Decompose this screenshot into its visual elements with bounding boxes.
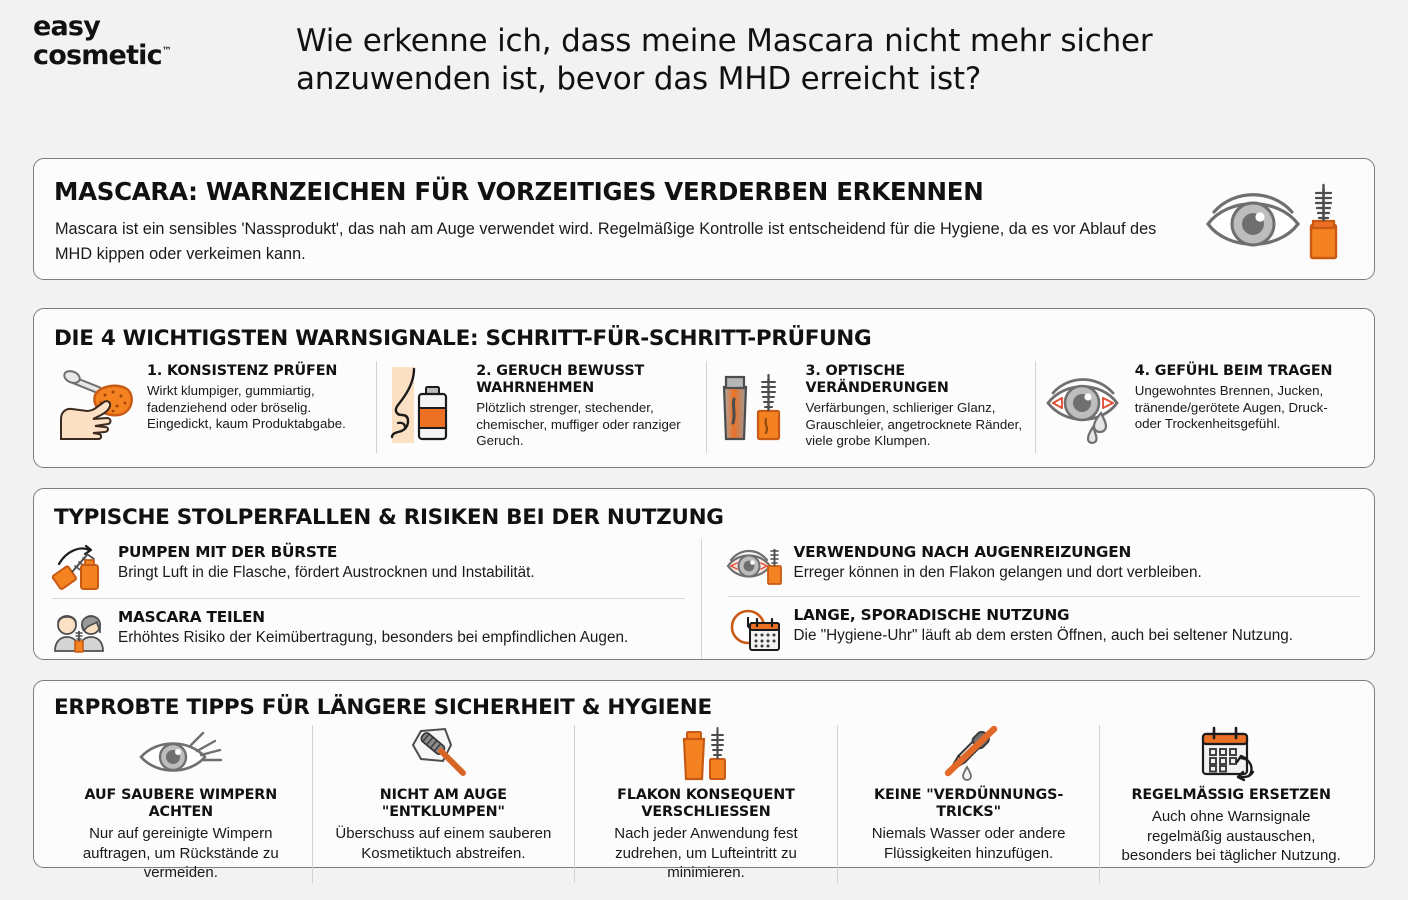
red-eye-with-wand-icon	[728, 543, 782, 590]
pitfalls-column-left	[52, 539, 701, 659]
pitfall-heading: PUMPEN MIT DER BÜRSTE	[118, 543, 338, 561]
pitfall-item	[728, 539, 1361, 596]
signal-description: Plötzlich strenger, stechender, chemischer, muffiger oder ranziger Geruch.	[476, 400, 681, 448]
signal-heading: 1. KONSISTENZ PRÜFEN	[147, 363, 338, 379]
pitfall-heading: MASCARA TEILEN	[118, 608, 265, 626]
two-people-sharing-icon	[52, 608, 106, 653]
pitfall-heading: LANGE, SPORADISCHE NUTZUNG	[793, 606, 1070, 624]
eye-with-mascara-wand-icon	[1200, 177, 1350, 262]
pumping-brush-icon	[52, 543, 106, 592]
tips-card	[33, 680, 1375, 881]
tip-item	[838, 725, 1101, 883]
pitfall-description: Die "Hygiene-Uhr" läuft ab dem ersten Öffnen, auch bei seltener Nutzung.	[793, 627, 1294, 644]
warning-signals-card	[33, 308, 1375, 468]
clean-lashes-eye-icon	[62, 725, 300, 783]
tip-description: Nur auf gereinigte Wimpern auftragen, um Rückstände zu vermeiden.	[82, 825, 279, 881]
tips-title: ERPROBTE TIPPS FÜR LÄNGERE SICHERHEIT & HYGIENE	[54, 695, 712, 720]
pitfall-description: Erhöhtes Risiko der Keimübertragung, besonders bei empfindlichen Augen.	[118, 629, 629, 646]
tip-heading: REGELMÄSSIG ERSETZEN	[1131, 787, 1331, 803]
tip-item	[313, 725, 576, 883]
pitfall-description: Erreger können in den Flakon gelangen und dort verbleiben.	[793, 564, 1202, 581]
hand-testing-texture-icon	[54, 361, 140, 453]
pitfalls-card	[33, 488, 1375, 660]
tip-heading: NICHT AM AUGE "ENTKLUMPEN"	[379, 787, 507, 820]
pitfalls-column-right	[701, 539, 1361, 659]
signal-heading: 2. GERUCH BEWUSST WAHRNEHMEN	[476, 363, 645, 396]
pitfall-item	[52, 598, 685, 659]
intro-title: MASCARA: WARNZEICHEN FÜR VORZEITIGES VERDERBEN ERKENNEN	[54, 177, 984, 206]
signal-heading: 4. GEFÜHL BEIM TRAGEN	[1134, 363, 1333, 379]
signal-item	[48, 361, 377, 453]
pitfall-description: Bringt Luft in die Flasche, fördert Austrocknen und Instabilität.	[118, 564, 535, 581]
pitfall-heading: VERWENDUNG NACH AUGENREIZUNGEN	[793, 543, 1132, 561]
pitfall-item	[728, 596, 1361, 659]
warning-signals-list	[48, 361, 1364, 453]
page-title: Wie erkenne ich, dass meine Mascara nicht mehr sicher anzuwenden ist, bevor das MHD erreicht ist?	[296, 23, 1153, 97]
signal-item	[1036, 361, 1364, 453]
pitfalls-title: TYPISCHE STOLPERFALLEN & RISIKEN BEI DER NUTZUNG	[54, 505, 724, 530]
discolored-mascara-tube-icon	[713, 361, 799, 453]
tip-heading: AUF SAUBERE WIMPERN ACHTEN	[84, 787, 278, 820]
no-dropper-icon	[850, 725, 1088, 783]
signal-heading: 3. OPTISCHE VERÄNDERUNGEN	[805, 363, 949, 396]
header	[0, 0, 1408, 118]
tip-description: Nach jeder Anwendung fest zudrehen, um Lufteintritt zu minimieren.	[614, 825, 798, 881]
tip-description: Niemals Wasser oder andere Flüssigkeiten hinzufügen.	[871, 825, 1066, 862]
tissue-wipe-brush-icon	[325, 725, 563, 783]
pitfalls-grid	[52, 539, 1360, 659]
closed-mascara-bottle-icon	[587, 725, 825, 783]
tip-item	[1100, 725, 1362, 883]
signal-description: Verfärbungen, schlieriger Glanz, Grauschleier, angetrocknete Ränder, viele grobe Klumpen.	[805, 400, 1023, 448]
tip-heading: KEINE "VERDÜNNUNGS-TRICKS"	[873, 787, 1064, 820]
irritated-tearing-eye-icon	[1042, 361, 1128, 453]
brand-line-1: easy	[33, 11, 101, 42]
signal-item	[707, 361, 1036, 453]
warning-signals-title: DIE 4 WICHTIGSTEN WARNSIGNALE: SCHRITT-FÜR-SCHRITT-PRÜFUNG	[54, 326, 872, 351]
tips-list	[50, 725, 1362, 883]
trademark-symbol: ™	[161, 46, 172, 57]
nose-and-bottle-icon	[383, 361, 469, 453]
tip-heading: FLAKON KONSEQUENT VERSCHLIESSEN	[617, 787, 795, 820]
intro-body: Mascara ist ein sensibles 'Nassprodukt', das nah am Auge verwendet wird. Regelmäßige Kontrolle ist entscheidend für die Hygiene, da es vor Ablauf des MHD kippen oder verkeimen kann.	[55, 220, 1157, 263]
tip-item	[575, 725, 838, 883]
signal-item	[377, 361, 706, 453]
signal-description: Ungewohntes Brennen, Jucken, tränende/gerötete Augen, Druck- oder Trockenheitsgefühl.	[1134, 383, 1328, 431]
clock-calendar-icon	[728, 606, 782, 653]
tip-item	[50, 725, 313, 883]
signal-description: Wirkt klumpiger, gummiartig, fadenziehend oder bröselig. Eingedickt, kaum Produktabgabe.	[147, 383, 346, 431]
calendar-refresh-icon	[1112, 725, 1350, 783]
tip-description: Überschuss auf einem sauberen Kosmetiktuch abstreifen.	[335, 825, 552, 862]
brand-line-2: cosmetic	[33, 40, 162, 71]
pitfall-item	[52, 539, 685, 598]
brand-logo	[33, 11, 172, 71]
intro-card	[33, 158, 1375, 280]
tip-description: Auch ohne Warnsignale regelmäßig austauschen, besonders bei täglicher Nutzung.	[1121, 808, 1341, 864]
